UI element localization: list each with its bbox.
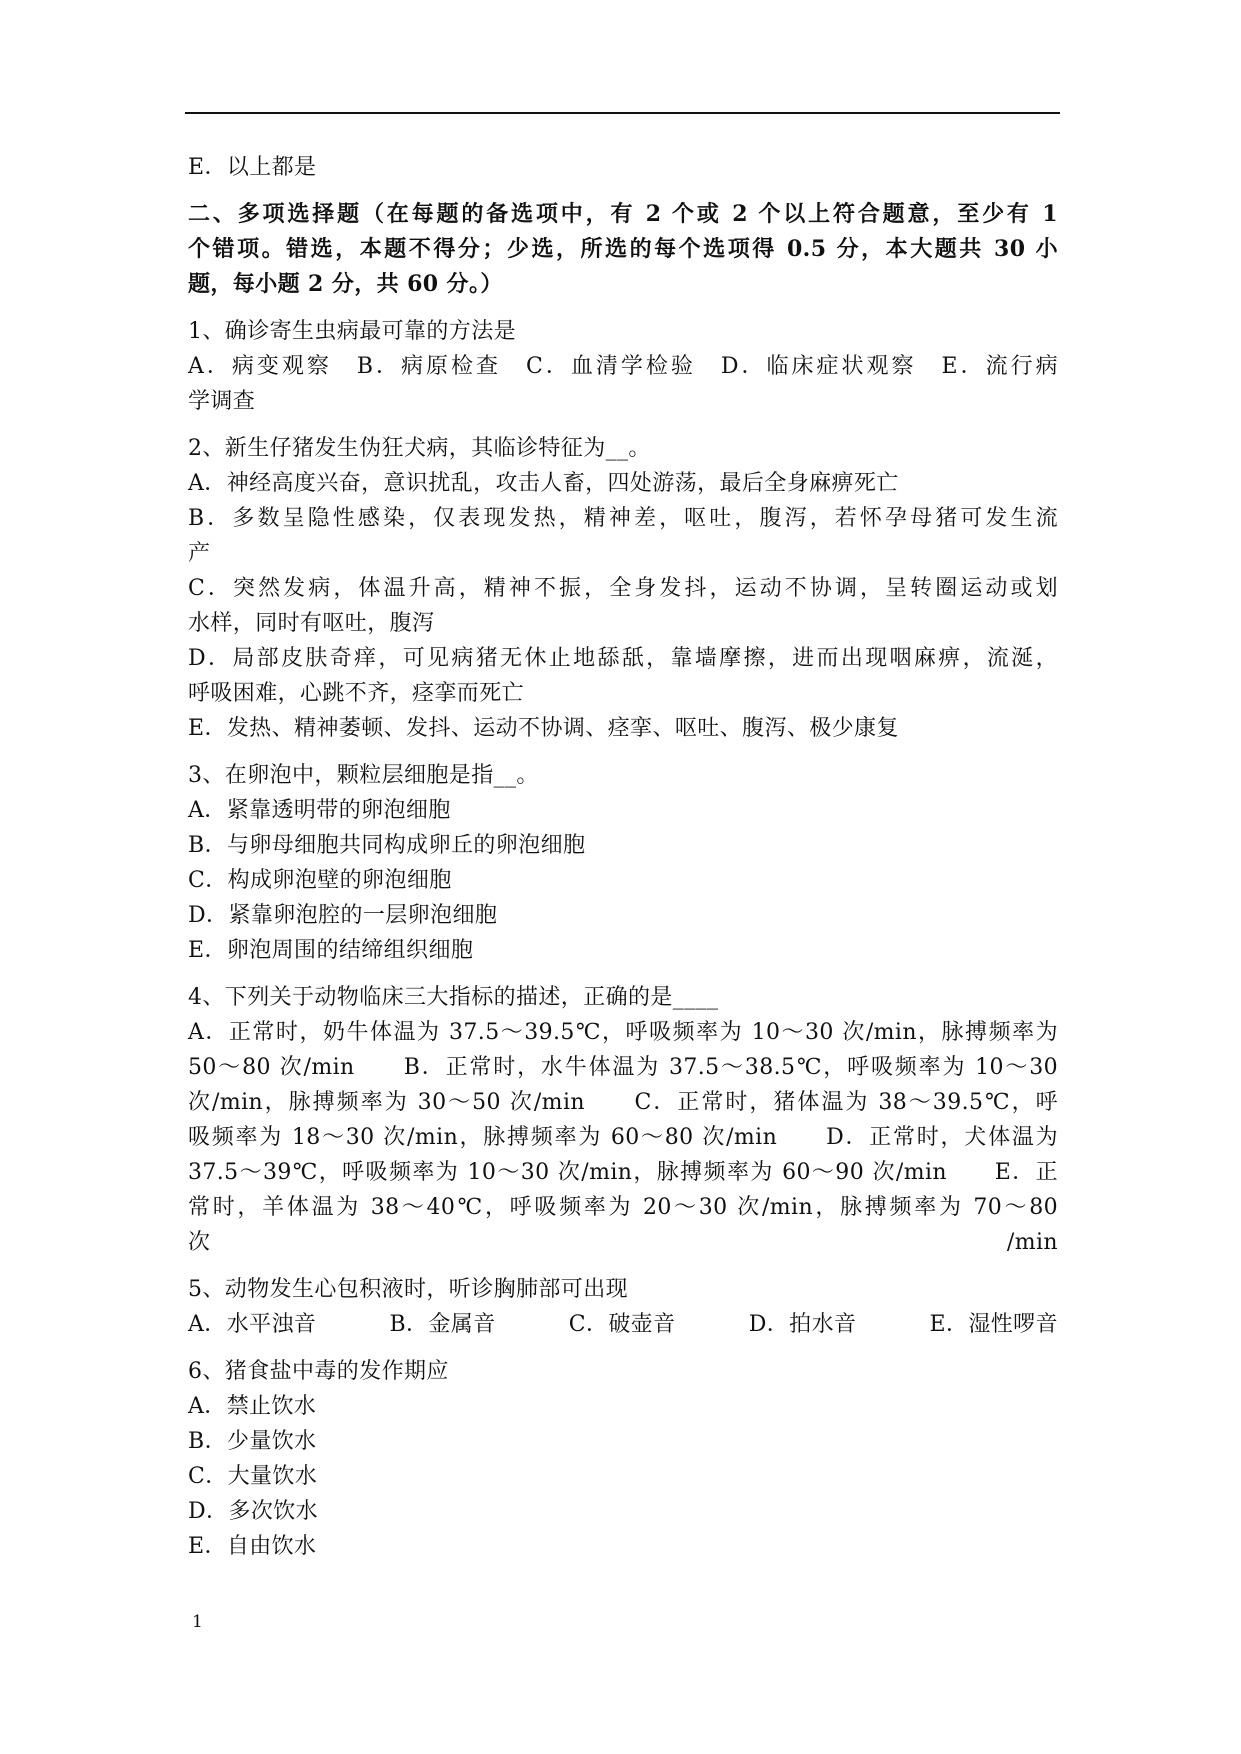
text-line: 4、下列关于动物临床三大指标的描述，正确的是____	[188, 985, 719, 1010]
text-line: A．神经高度兴奋，意识扰乱，攻击人畜，四处游荡，最后全身麻痹死亡	[188, 471, 899, 496]
text-line: 水样，同时有呕吐，腹泻	[188, 611, 435, 636]
q5-option: A．水平浊音	[188, 1312, 317, 1337]
q5-option: B．金属音	[389, 1312, 496, 1337]
header-rule	[185, 112, 1060, 114]
q5-option: E．湿性啰音	[929, 1312, 1058, 1337]
text-line: 6、猪食盐中毒的发作期应	[188, 1359, 449, 1384]
text-line: 呼吸困难，心跳不齐，痉挛而死亡	[188, 681, 525, 706]
text-line: 3、在卵泡中，颗粒层细胞是指__。	[188, 763, 539, 788]
text-line: A．禁止饮水	[188, 1394, 317, 1419]
text-line: 37.5～39℃，呼吸频率为 10～30 次/min，脉搏频率为 60～90 次/min E．正	[188, 1160, 1058, 1185]
text-line: C．构成卵泡壁的卵泡细胞	[188, 868, 452, 893]
question-6-lines	[188, 1354, 1058, 1564]
text-line: 学调查	[188, 389, 256, 414]
text-line: D．多次饮水	[188, 1499, 319, 1524]
text-line: D．局部皮肤奇痒，可见病猪无休止地舔舐，靠墙摩擦，进而出现咽麻痹，流涎，	[188, 646, 1058, 671]
document-body	[188, 150, 1058, 1564]
text-line: 产	[188, 541, 211, 566]
text-line: D．紧靠卵泡腔的一层卵泡细胞	[188, 903, 498, 928]
text-line: B．多数呈隐性感染，仅表现发热，精神差，呕吐，腹泻，若怀孕母猪可发生流	[188, 506, 1058, 531]
text-line: E．自由饮水	[188, 1534, 317, 1559]
text-line: A．病变观察 B．病原检查 C．血清学检验 D．临床症状观察 E．流行病	[188, 354, 1058, 379]
text-line: 个错项。错选，本题不得分；少选，所选的每个选项得 0.5 分，本大题共 30 小	[188, 236, 1058, 262]
text-line: 题，每小题 2 分，共 60 分。）	[188, 271, 503, 297]
text-line: A．正常时，奶牛体温为 37.5～39.5℃，呼吸频率为 10～30 次/min，脉搏频率为	[188, 1020, 1058, 1045]
q5-option: C．破壶音	[568, 1312, 676, 1337]
text-line: E．发热、精神萎顿、发抖、运动不协调、痉挛、呕吐、腹泻、极少康复	[188, 716, 899, 741]
text-line: 次/min，脉搏频率为 30～50 次/min C．正常时，猪体温为 38～39.5℃，呼	[188, 1090, 1058, 1115]
text-line: E．卵泡周围的结缔组织细胞	[188, 938, 474, 963]
page-number: 1	[192, 1612, 203, 1632]
text-line: A．紧靠透明带的卵泡细胞	[188, 798, 451, 823]
text-line: B．少量饮水	[188, 1429, 317, 1454]
text-line: 5、动物发生心包积液时，听诊胸肺部可出现	[188, 1277, 628, 1302]
q5-options-row	[188, 1307, 1058, 1342]
q5-option: D．拍水音	[748, 1312, 857, 1337]
question-lines	[188, 150, 1058, 1307]
text-line: 50～80 次/min B．正常时，水牛体温为 37.5～38.5℃，呼吸频率为 10～30	[188, 1055, 1058, 1080]
text-line: 吸频率为 18～30 次/min，脉搏频率为 60～80 次/min D．正常时，犬体温为	[188, 1125, 1058, 1150]
text-line: C．突然发病，体温升高，精神不振，全身发抖，运动不协调，呈转圈运动或划	[188, 576, 1058, 601]
text-line: B．与卵母细胞共同构成卵丘的卵泡细胞	[188, 833, 586, 858]
text-line: 常时，羊体温为 38～40℃，呼吸频率为 20～30 次/min，脉搏频率为 70～80 次/min	[188, 1195, 1058, 1255]
text-line: 1、确诊寄生虫病最可靠的方法是	[188, 319, 516, 344]
text-line: C．大量饮水	[188, 1464, 318, 1489]
text-line: 二、多项选择题（在每题的备选项中，有 2 个或 2 个以上符合题意，至少有 1	[188, 201, 1058, 227]
text-line: E．以上都是	[188, 155, 317, 180]
text-line: 2、新生仔猪发生伪狂犬病，其临诊特征为__。	[188, 436, 651, 461]
